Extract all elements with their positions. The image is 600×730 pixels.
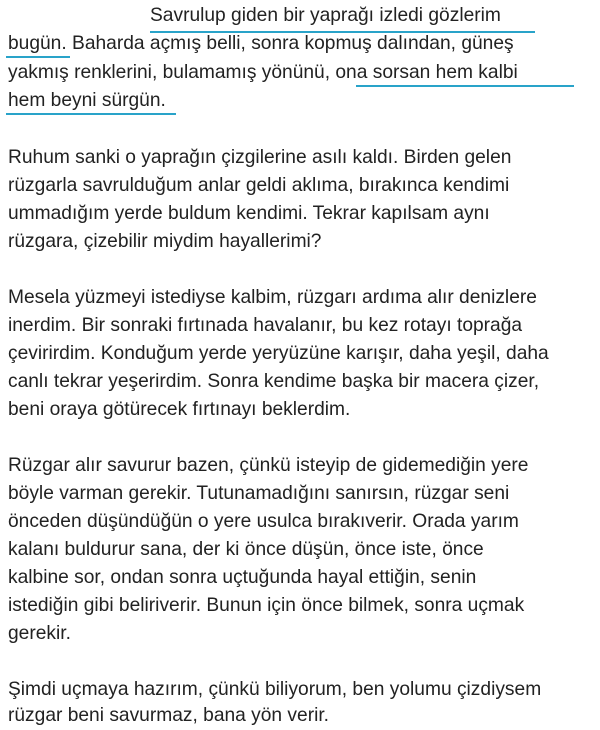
text-line: canlı tekrar yeşerirdim. Sonra kendime başka bir macera çizer,	[8, 371, 540, 392]
text-line: gerekir.	[8, 623, 71, 644]
text-line: rüzgara, çizebilir miydim hayallerimi?	[8, 231, 322, 252]
text-line: rüzgarla savrulduğum anlar geldi aklıma, bırakınca kendimi	[8, 175, 510, 196]
text-line: Rüzgar alır savurur bazen, çünkü isteyip de gidemediğin yere	[8, 455, 529, 476]
text-line: çevirirdim. Konduğum yerde yeryüzüne karışır, daha yeşil, daha	[8, 343, 549, 364]
text-line: hem beyni sürgün.	[8, 90, 166, 111]
text-line: Savrulup giden bir yaprağı izledi gözlerim	[150, 5, 501, 26]
text-line: bugün. Baharda açmış belli, sonra kopmuş dalından, güneş	[8, 33, 514, 54]
text-line: Ruhum sanki o yaprağın çizgilerine asılı kaldı. Birden gelen	[8, 147, 512, 168]
text-line: kalbine sor, ondan sonra uçtuğunda hayal ettiğin, senin	[8, 567, 477, 588]
text-line: ummadığım yerde buldum kendimi. Tekrar kapılsam aynı	[8, 203, 490, 224]
text-line: istediğin gibi beliriverir. Bunun için önce bilmek, sonra uçmak	[8, 595, 525, 616]
text-line: Şimdi uçmaya hazırım, çünkü biliyorum, ben yolumu çizdiysem	[8, 679, 542, 700]
text-line: kalanı buldurur sana, der ki önce düşün, önce iste, önce	[8, 539, 484, 560]
text-line: beni oraya götürecek fırtınayı beklerdim.	[8, 399, 351, 420]
text-line: Mesela yüzmeyi istediyse kalbim, rüzgarı ardıma alır denizlere	[8, 287, 537, 308]
text-line: inerdim. Bir sonraki fırtınada havalanır, bu kez rotayı toprağa	[8, 315, 523, 336]
text-line: böyle varman gerekir. Tutunamadığını sanırsın, rüzgar seni	[8, 483, 510, 504]
text-line: yakmış renklerini, bulamamış yönünü, ona sorsan hem kalbi	[8, 62, 518, 83]
text-line: önceden düşündüğün o yere usulca bırakıverir. Orada yarım	[8, 511, 519, 532]
text-line: rüzgar beni savurmaz, bana yön verir.	[8, 705, 330, 726]
